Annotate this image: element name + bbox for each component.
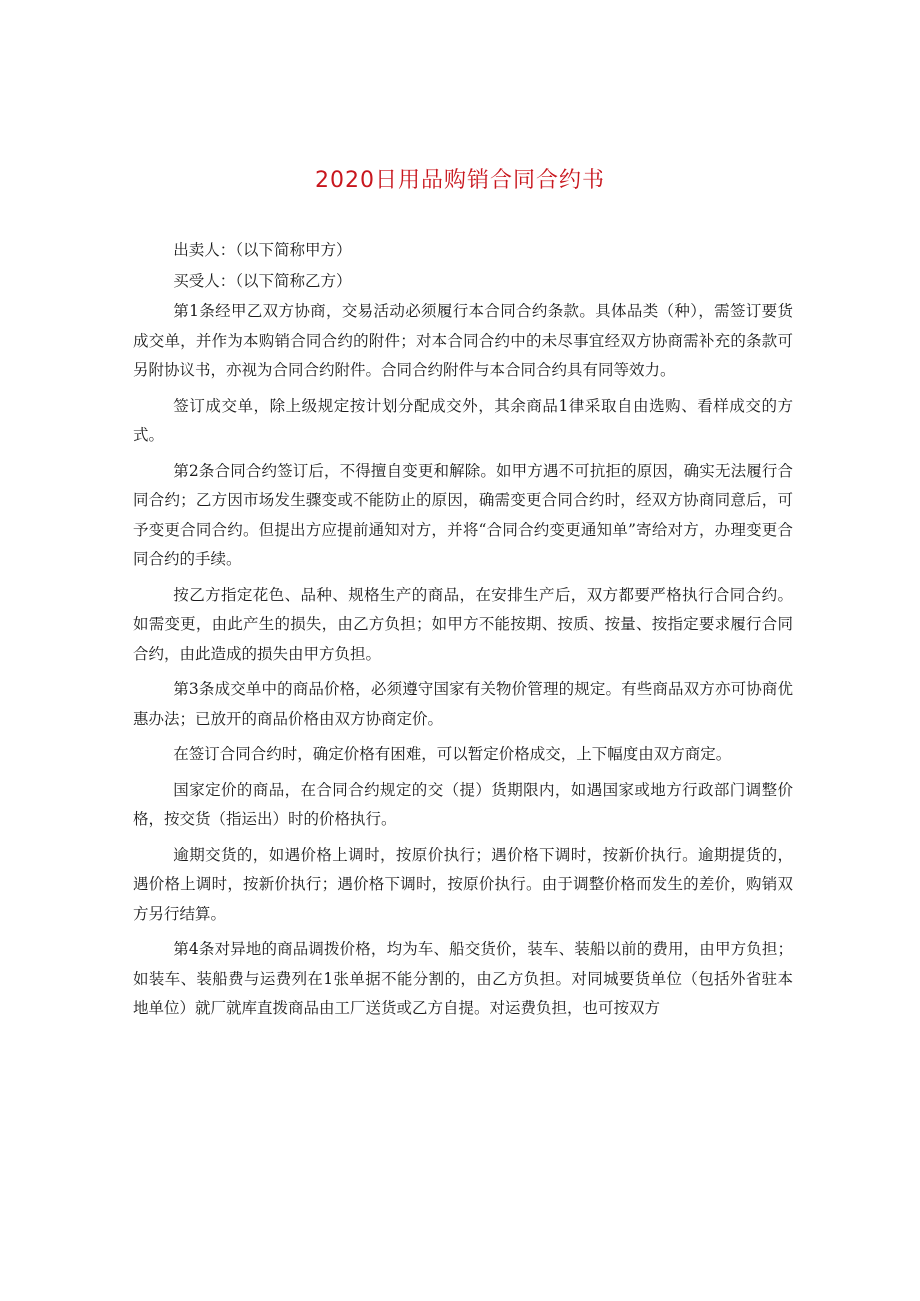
article-2-specification-paragraph: 按乙方指定花色、品种、规格生产的商品，在安排生产后，双方都要严格执行合同合约。如需变更，由此产生的损失，由乙方负担；如甲方不能按期、按质、按量、按指定要求履行合同合约，由此造成的损失由甲方负担。 xyxy=(133,585,793,663)
article-2-paragraph: 第2条合同合约签订后，不得擅自变更和解除。如甲方遇不可抗拒的原因，确实无法履行合同合约；乙方因市场发生骤变或不能防止的原因，确需变更合同合约时，经双方协商同意后，可予变更合同合约。但提出方应提前通知对方，并将“合同合约变更通知单”寄给对方，办理变更合同合约的手续。 xyxy=(133,461,793,568)
article-3-paragraph: 第3条成交单中的商品价格，必须遵守国家有关物价管理的规定。有些商品双方亦可协商优惠办法；已放开的商品价格由双方协商定价。 xyxy=(133,680,793,728)
document-title: 2020日用品购销合同合约书 xyxy=(315,168,605,193)
article-3-state-price-paragraph: 国家定价的商品，在合同合约规定的交（提）货期限内，如遇国家或地方行政部门调整价格，按交货（指运出）时的价格执行。 xyxy=(133,780,793,828)
article-3-tentative-price-paragraph: 在签订合同合约时，确定价格有困难，可以暂定价格成交，上下幅度由双方商定。 xyxy=(173,745,732,763)
document-body xyxy=(133,236,793,1030)
article-4-paragraph: 第4条对异地的商品调拨价格，均为车、船交货价，装车、装船以前的费用，由甲方负担；如装车、装船费与运费列在1张单据不能分割的，由乙方负担。对同城要货单位（包括外省驻本地单位）就厂就库直拨商品由工厂送货或乙方自提。对运费负担，也可按双方 xyxy=(133,940,793,1017)
article-3-overdue-paragraph: 逾期交货的，如遇价格上调时，按原价执行；遇价格下调时，按新价执行。逾期提货的，遇价格上调时，按新价执行；遇价格下调时，按原价执行。由于调整价格而发生的差价，购销双方另行结算。 xyxy=(133,845,793,923)
seller-line: 出卖人：（以下简称甲方） xyxy=(173,241,352,259)
article-1-paragraph: 第1条经甲乙双方协商，交易活动必须履行本合同合约条款。具体品类（种），需签订要货成交单，并作为本购销合同合约的附件；对本合同合约中的未尽事宜经双方协商需补充的条款可另附协议书，亦视为合同合约附件。合同合约附件与本合同合约具有同等效力。 xyxy=(133,302,793,379)
article-1-order-paragraph: 签订成交单，除上级规定按计划分配成交外，其余商品1律采取自由选购、看样成交的方式。 xyxy=(133,396,793,444)
buyer-line: 买受人：（以下简称乙方） xyxy=(173,271,352,290)
